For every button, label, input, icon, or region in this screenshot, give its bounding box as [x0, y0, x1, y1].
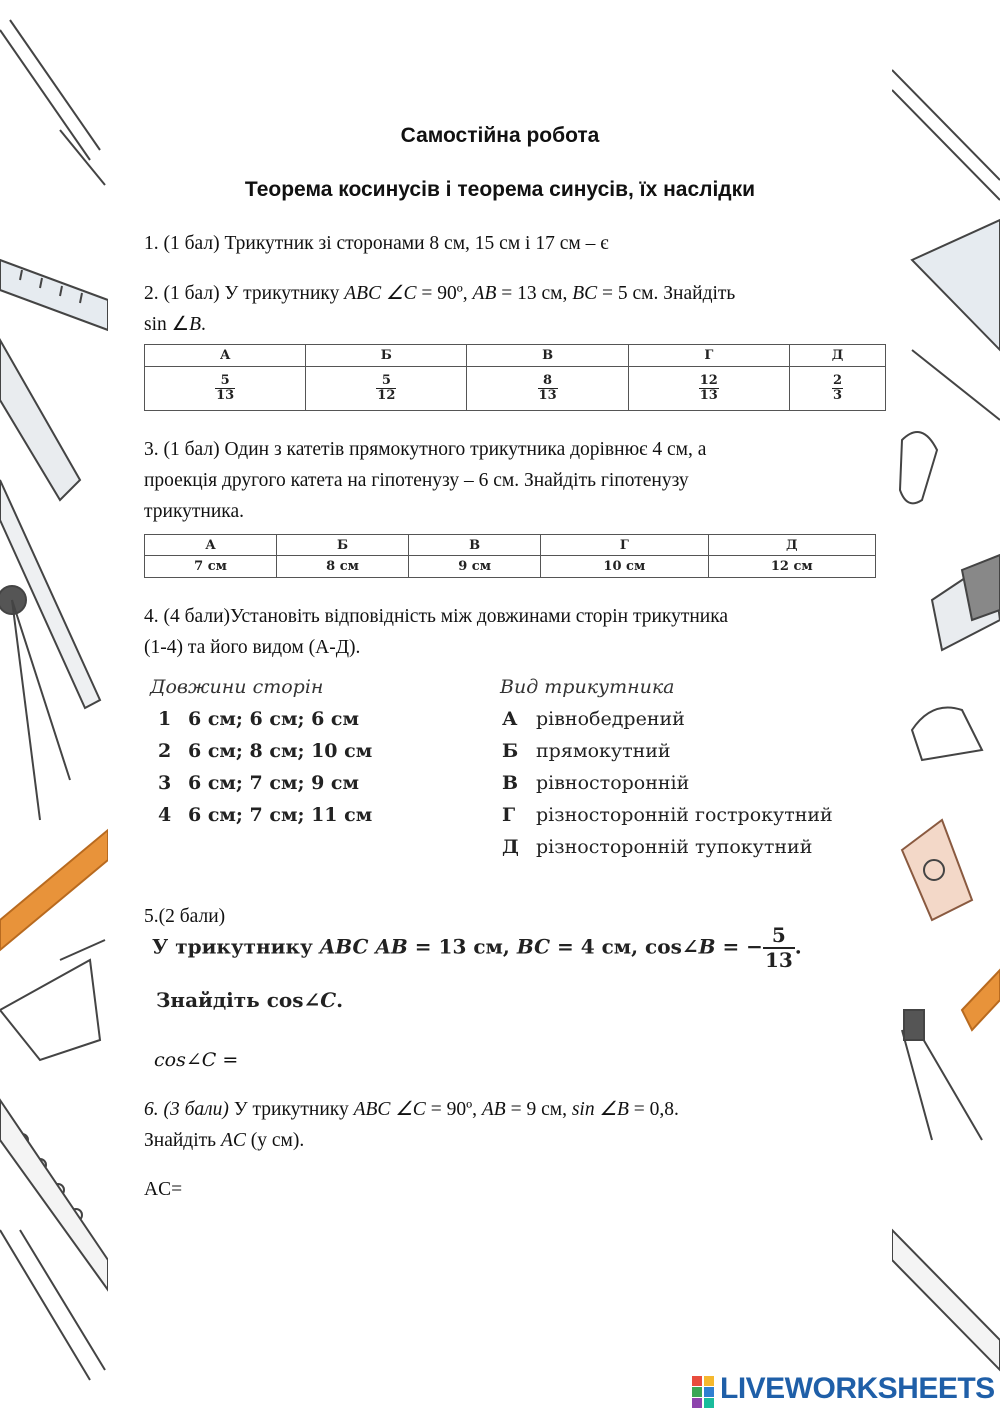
option-header: Г	[628, 345, 789, 367]
question-5-label: 5.(2 бали)	[144, 906, 226, 927]
sides-item: 3 6 см; 7 см; 9 см	[158, 772, 359, 794]
option-header: В	[467, 345, 628, 367]
question-6-answer-field[interactable]: AC=	[144, 1179, 183, 1200]
option-header: Б	[306, 345, 467, 367]
option-cell[interactable]: $\frac{5}{13}$	[145, 367, 306, 411]
option-header: Д	[789, 345, 885, 367]
option-cell[interactable]: $\frac{5}{12}$	[306, 367, 467, 411]
option-cell[interactable]: 9 см	[409, 556, 541, 578]
option-cell[interactable]: 12 см	[708, 556, 875, 578]
option-header: Б	[277, 535, 409, 556]
question-5-answer-field[interactable]: cos∠C =	[154, 1049, 239, 1071]
logo-blocks-icon	[692, 1376, 716, 1408]
right-decoration	[892, 0, 1000, 1414]
logo-text: LIVEWORKSHEETS	[720, 1372, 995, 1405]
left-decoration	[0, 0, 108, 1414]
question-2: 2. (1 бал) У трикутнику ABC ∠C = 90º, AB = 13 см, BC = 5 см. Знайдіть sin ∠B.	[144, 283, 736, 335]
type-item: Д різносторонній тупокутний	[502, 836, 813, 858]
question-6: 6. (3 бали) У трикутнику ABC ∠C = 90º, AB = 9 см, sin ∠B = 0,8. Знайдіть AC (у см).	[144, 1099, 679, 1151]
school-supplies-illustration-left	[0, 0, 108, 1414]
liveworksheets-logo[interactable]	[692, 1372, 995, 1410]
question-3-options-table	[144, 534, 876, 578]
option-header: А	[145, 345, 306, 367]
option-header: Г	[541, 535, 708, 556]
question-3: 3. (1 бал) Один з катетів прямокутного трикутника дорівнює 4 см, а проекція другого катета на гіпотенузу – 6 см. Знайдіть гіпотенузу трикутника.	[144, 439, 707, 522]
question-2-options-table	[144, 344, 886, 411]
type-item: А рівнобедрений	[502, 708, 685, 730]
sides-item: 2 6 см; 8 см; 10 см	[158, 740, 373, 762]
page-title: Самостійна робота	[400, 124, 600, 147]
option-cell[interactable]: $\frac{12}{13}$	[628, 367, 789, 411]
question-4: 4. (4 бали)Установіть відповідність між довжинами сторін трикутника (1-4) та його видом (А-Д).	[144, 606, 729, 658]
worksheet-page	[108, 0, 892, 1414]
type-item: В рівносторонній	[502, 772, 690, 794]
option-header: Д	[708, 535, 875, 556]
sides-item: 1 6 см; 6 см; 6 см	[158, 708, 359, 730]
sides-item: 4 6 см; 7 см; 11 см	[158, 804, 373, 826]
school-supplies-illustration-right	[892, 0, 1000, 1414]
sides-header: Довжини сторін	[150, 676, 324, 698]
option-header: В	[409, 535, 541, 556]
question-5-find: Знайдіть cos∠C.	[156, 988, 344, 1012]
option-cell[interactable]: $\frac{2}{3}$	[789, 367, 885, 411]
page-subtitle: Теорема косинусів і теорема синусів, їх наслідки	[244, 178, 756, 201]
type-item: Г різносторонній гострокутний	[502, 804, 833, 826]
type-header: Вид трикутника	[500, 676, 675, 698]
option-cell[interactable]: $\frac{8}{13}$	[467, 367, 628, 411]
type-item: Б прямокутний	[502, 740, 671, 762]
option-cell[interactable]: 10 см	[541, 556, 708, 578]
option-cell[interactable]: 8 см	[277, 556, 409, 578]
option-cell[interactable]: 7 см	[145, 556, 277, 578]
question-5-condition: У трикутнику ABC AB = 13 см, BC = 4 см, cos∠B = − $\frac{5}{13}$ .	[152, 923, 802, 972]
option-header: А	[145, 535, 277, 556]
matching-block	[150, 676, 880, 866]
question-1: 1. (1 бал) Трикутник зі сторонами 8 см, 15 см і 17 см – є	[144, 233, 609, 254]
